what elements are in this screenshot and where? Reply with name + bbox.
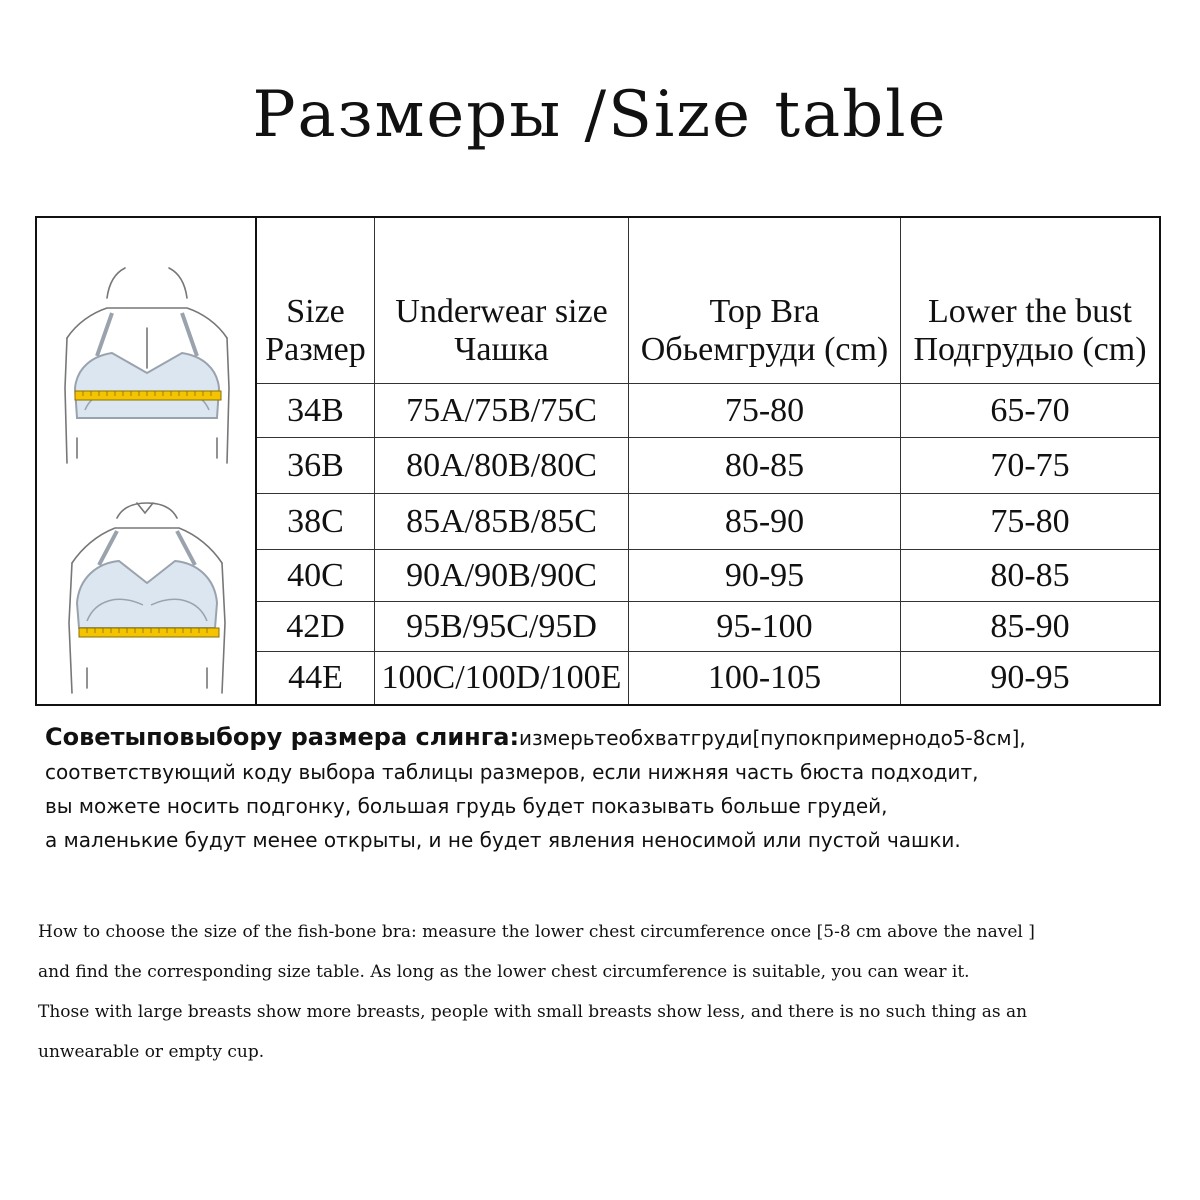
table-cell-lower-bust: 70-75 bbox=[901, 438, 1159, 494]
table-cell-top-bra: 95-100 bbox=[629, 602, 901, 652]
table-cell-lower-bust: 80-85 bbox=[901, 550, 1159, 602]
lower-bust-measure-illustration bbox=[37, 473, 255, 703]
header-size-ru: Размер bbox=[265, 331, 366, 368]
tips-en-line4: unwearable or empty cup. bbox=[38, 1042, 265, 1062]
table-cell-cup: 75A/75B/75C bbox=[375, 384, 629, 438]
size-tips-english bbox=[38, 912, 1178, 1072]
tips-ru-line4: а маленькие будут менее открыты, и не будет явления неносимой или пустой чашки. bbox=[45, 828, 961, 852]
size-table bbox=[35, 216, 1161, 706]
header-lower-bust-en: Lower the bust bbox=[928, 293, 1132, 330]
header-lower-bust bbox=[901, 218, 1159, 384]
tips-ru-line3: вы можете носить подгонку, большая грудь будет показывать больше грудей, bbox=[45, 794, 888, 818]
table-cell-top-bra: 75-80 bbox=[629, 384, 901, 438]
table-cell-size: 38C bbox=[257, 494, 375, 550]
tips-ru-line1-rest: измерьтеобхватгруди[пупокпримернодо5-8см], bbox=[519, 726, 1026, 750]
header-top-bra bbox=[629, 218, 901, 384]
tips-en-line2: and find the corresponding size table. As long as the lower chest circumference is suitable, you can wear it. bbox=[38, 962, 970, 982]
header-top-bra-en: Top Bra bbox=[709, 293, 820, 330]
table-cell-size: 42D bbox=[257, 602, 375, 652]
header-size bbox=[257, 218, 375, 384]
header-lower-bust-ru: Подгрудыо (cm) bbox=[913, 331, 1147, 368]
header-underwear-size-ru: Чашка bbox=[454, 331, 549, 368]
measurement-illustrations bbox=[37, 218, 257, 704]
table-cell-top-bra: 100-105 bbox=[629, 652, 901, 704]
tips-en-line3: Those with large breasts show more breasts, people with small breasts show less, and there is no such thing as an bbox=[38, 1002, 1028, 1022]
tips-ru-lead: Советыповыбору размера слинга: bbox=[45, 723, 520, 751]
table-cell-top-bra: 80-85 bbox=[629, 438, 901, 494]
top-bra-measure-illustration bbox=[37, 228, 255, 468]
table-cell-size: 40C bbox=[257, 550, 375, 602]
header-underwear-size bbox=[375, 218, 629, 384]
table-cell-cup: 85A/85B/85C bbox=[375, 494, 629, 550]
tips-ru-line1 bbox=[45, 720, 1175, 755]
table-cell-lower-bust: 90-95 bbox=[990, 659, 1070, 696]
header-size-en: Size bbox=[286, 293, 345, 330]
page-title: Размеры /Size table bbox=[252, 78, 948, 152]
header-underwear-size-en: Underwear size bbox=[395, 293, 608, 330]
table-cell-size: 36B bbox=[257, 438, 375, 494]
size-tips-russian bbox=[45, 720, 1175, 857]
table-cell-cup: 90A/90B/90C bbox=[375, 550, 629, 602]
table-cell-size: 44E bbox=[257, 652, 375, 704]
table-cell-cup: 95B/95C/95D bbox=[375, 602, 629, 652]
table-cell-top-bra: 90-95 bbox=[629, 550, 901, 602]
table-cell-cup: 100C/100D/100E bbox=[375, 652, 629, 704]
table-cell-lower-bust: 65-70 bbox=[901, 384, 1159, 438]
table-cell-cup: 80A/80B/80C bbox=[375, 438, 629, 494]
size-grid bbox=[257, 218, 1159, 704]
header-top-bra-ru: Обьемгруди (cm) bbox=[640, 331, 889, 368]
tips-en-line1: How to choose the size of the fish-bone bra: measure the lower chest circumference once [5-8 cm above the navel ] bbox=[38, 922, 1035, 942]
table-cell-lower-bust: 85-90 bbox=[901, 602, 1159, 652]
table-cell-top-bra: 85-90 bbox=[629, 494, 901, 550]
table-cell-lower-bust: 75-80 bbox=[901, 494, 1159, 550]
table-cell-size: 34B bbox=[257, 384, 375, 438]
tips-ru-line2: соответствующий коду выбора таблицы размеров, если нижняя часть бюста подходит, bbox=[45, 760, 979, 784]
